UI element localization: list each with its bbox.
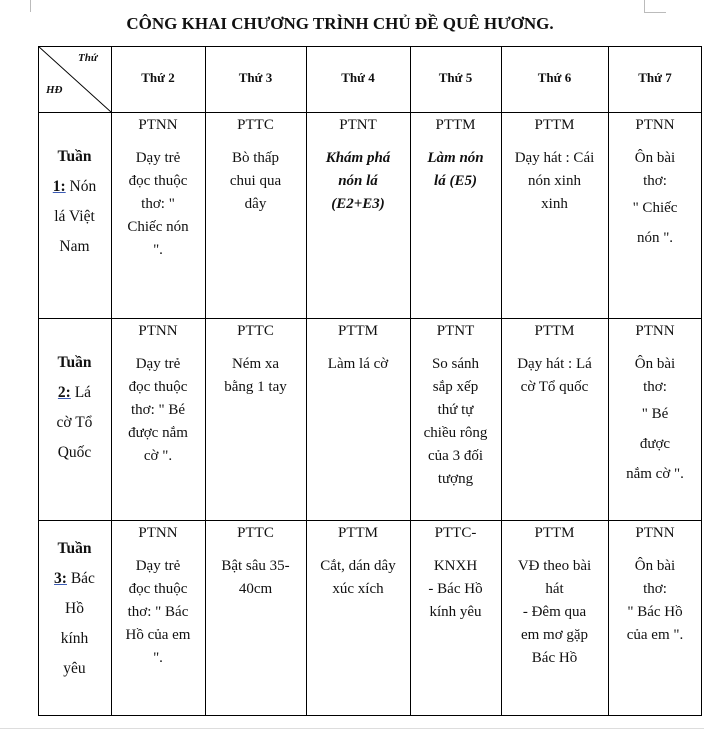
activity-area: PTTM (534, 117, 575, 133)
activity-line: " Bác Hồ (627, 604, 683, 620)
activity-line: được (639, 436, 671, 452)
activity-area: PTNT (339, 117, 377, 133)
activity-line: nón ". (636, 230, 674, 246)
activity-line: nón xinh (528, 173, 581, 189)
activity-cell (501, 320, 608, 399)
activity-cell (410, 114, 501, 193)
activity-cell (111, 522, 205, 670)
activity-area: PTNN (635, 323, 675, 339)
week-label (38, 142, 111, 262)
activity-cell (501, 522, 608, 670)
activity-line: đọc thuộc (128, 173, 188, 189)
activity-area: PTNN (138, 525, 178, 541)
week-title: Tuần (57, 148, 92, 165)
activity-line: " Bé (641, 406, 669, 422)
activity-area: PTTM (337, 323, 378, 339)
activity-line: Dạy hát : Cái (514, 150, 595, 166)
activity-line: thơ: (643, 581, 667, 597)
activity-area: PTTM (534, 323, 575, 339)
activity-cell (306, 114, 410, 216)
week-title: Tuần (57, 540, 92, 557)
activity-line: So sánh (431, 356, 480, 372)
activity-line: lá (E5) (434, 173, 477, 189)
activity-line: tượng (437, 471, 474, 487)
activity-cell (205, 522, 306, 601)
day-header: Thứ 4 (341, 70, 375, 85)
margin-mark-right (644, 0, 645, 12)
activity-line: dây (244, 196, 267, 212)
week-name-text: cờ Tổ (56, 414, 93, 431)
week-label (38, 348, 111, 468)
table-row-border (38, 318, 702, 319)
activity-cell (306, 522, 410, 601)
activity-line: chiều rông (423, 425, 488, 441)
activity-line: Hồ của em (125, 627, 191, 643)
activity-area: PTNN (635, 117, 675, 133)
activity-area: PTTC- (434, 525, 477, 541)
activity-line: - Đêm qua (522, 604, 587, 620)
week-name-line (38, 564, 111, 594)
activity-line: Làm lá cờ (327, 356, 389, 372)
activity-line: xinh (541, 196, 568, 212)
activity-line: Dạy trẻ (135, 150, 181, 166)
activity-area: PTTC (237, 117, 274, 133)
margin-mark-left (30, 0, 31, 12)
header-diagonal-line (38, 46, 111, 112)
activity-line: thơ: " (141, 196, 175, 212)
activity-area: PTNT (436, 323, 475, 339)
activity-cell (608, 320, 702, 489)
activity-area: PTTC (237, 323, 274, 339)
week-name-text: yêu (63, 660, 86, 677)
activity-area: PTTC (237, 525, 274, 541)
week-number: 3: (54, 570, 67, 587)
day-header: Thứ 2 (141, 70, 175, 85)
week-name-text: Lá (74, 384, 92, 401)
activity-line: đọc thuộc (128, 379, 188, 395)
activity-line: KNXH (433, 558, 478, 574)
activity-area: PTTM (435, 117, 476, 133)
activity-cell (306, 320, 410, 376)
table-row-border (38, 715, 702, 716)
document-title: CÔNG KHAI CHƯƠNG TRÌNH CHỦ ĐỀ QUÊ HƯƠNG. (126, 14, 554, 33)
activity-line: cờ Tổ quốc (520, 379, 589, 395)
activity-cell (205, 114, 306, 216)
activity-line: (E2+E3) (331, 196, 385, 212)
week-name-line (38, 624, 111, 654)
activity-line: xúc xích (332, 581, 384, 597)
activity-line: nón lá (338, 173, 378, 189)
activity-line: đọc thuộc (128, 581, 188, 597)
activity-line: em mơ gặp (520, 627, 589, 643)
table-row-border (38, 520, 702, 521)
week-name-line (38, 378, 111, 408)
activity-cell (410, 522, 501, 624)
week-name-text: Bác (70, 570, 95, 587)
activity-cell (608, 114, 702, 253)
table-row-border (38, 46, 702, 47)
corner-activity-label: HĐ (46, 84, 63, 96)
week-name-text: Quốc (57, 444, 92, 461)
week-name-line (38, 232, 111, 262)
activity-line: Dạy trẻ (135, 558, 181, 574)
activity-cell (410, 320, 501, 491)
activity-line: Bác Hồ (531, 650, 578, 666)
activity-cell (111, 320, 205, 468)
activity-line: nắm cờ ". (626, 466, 684, 482)
week-name-line (38, 408, 111, 438)
schedule-table (38, 46, 702, 716)
activity-line: Khám phá (325, 150, 391, 166)
activity-line: hát (545, 581, 564, 597)
week-name-text: Nam (59, 238, 90, 255)
activity-line: Dạy hát : Lá (517, 356, 592, 372)
activity-line: của em ". (626, 627, 684, 643)
activity-line: ". (153, 650, 163, 666)
week-name-line (38, 438, 111, 468)
week-number: 1: (52, 178, 66, 195)
week-name-line (38, 594, 111, 624)
activity-area: PTNN (138, 323, 178, 339)
page-bottom-edge (0, 728, 704, 729)
activity-cell (205, 320, 306, 399)
activity-cell (501, 114, 608, 216)
activity-line: Cắt, dán dây (320, 558, 396, 574)
activity-line: Ôn bài (634, 356, 676, 372)
activity-line: VĐ theo bài (517, 558, 592, 574)
week-name-text: kính (60, 630, 89, 647)
activity-line: Dạy trẻ (135, 356, 181, 372)
activity-line: sắp xếp (432, 379, 479, 395)
activity-line: " Chiếc (632, 200, 678, 216)
activity-line: Ôn bài (634, 558, 676, 574)
activity-line: thứ tự (437, 402, 474, 418)
activity-cell (111, 114, 205, 262)
activity-area: PTNN (635, 525, 675, 541)
activity-line: ". (153, 242, 163, 258)
activity-line: bằng 1 tay (224, 379, 287, 395)
week-name-line (38, 654, 111, 684)
activity-line: 40cm (238, 581, 273, 597)
week-label (38, 534, 111, 684)
corner-day-label: Thứ (78, 52, 98, 64)
day-header: Thứ 5 (438, 70, 473, 85)
activity-area: PTTM (337, 525, 378, 541)
day-header: Thứ 7 (638, 70, 672, 85)
week-name-text: Hồ (65, 600, 84, 617)
week-name-text: lá Việt (54, 208, 95, 225)
activity-line: thơ: (643, 379, 667, 395)
day-header: Thứ 3 (238, 70, 273, 85)
activity-line: thơ: " Bác (127, 604, 189, 620)
activity-line: được nắm (128, 425, 188, 441)
activity-area: PTNN (138, 117, 178, 133)
activity-line: cờ ". (143, 448, 173, 464)
activity-line: Bò thấp (231, 150, 280, 166)
activity-line: Làm nón (427, 150, 484, 166)
activity-cell (608, 522, 702, 647)
table-row-border (38, 112, 702, 113)
activity-line: của 3 đối (428, 448, 483, 464)
activity-line: Ôn bài (634, 150, 676, 166)
week-number: 2: (57, 384, 71, 401)
activity-line: Ném xa (231, 356, 280, 372)
activity-area: PTTM (534, 525, 575, 541)
day-header: Thứ 6 (537, 70, 572, 85)
week-name-text: Nón (69, 178, 97, 195)
activity-line: Bật sâu 35- (221, 558, 290, 574)
week-name-line (38, 172, 111, 202)
margin-mark-right-h (644, 12, 666, 13)
week-title: Tuần (57, 354, 92, 371)
activity-line: thơ: " Bé (130, 402, 186, 418)
activity-line: chui qua (229, 173, 282, 189)
activity-line: thơ: (643, 173, 667, 189)
activity-line: - Bác Hồ (428, 581, 483, 597)
week-name-line (38, 202, 111, 232)
activity-line: Chiếc nón (127, 219, 189, 235)
activity-line: kính yêu (429, 604, 482, 620)
